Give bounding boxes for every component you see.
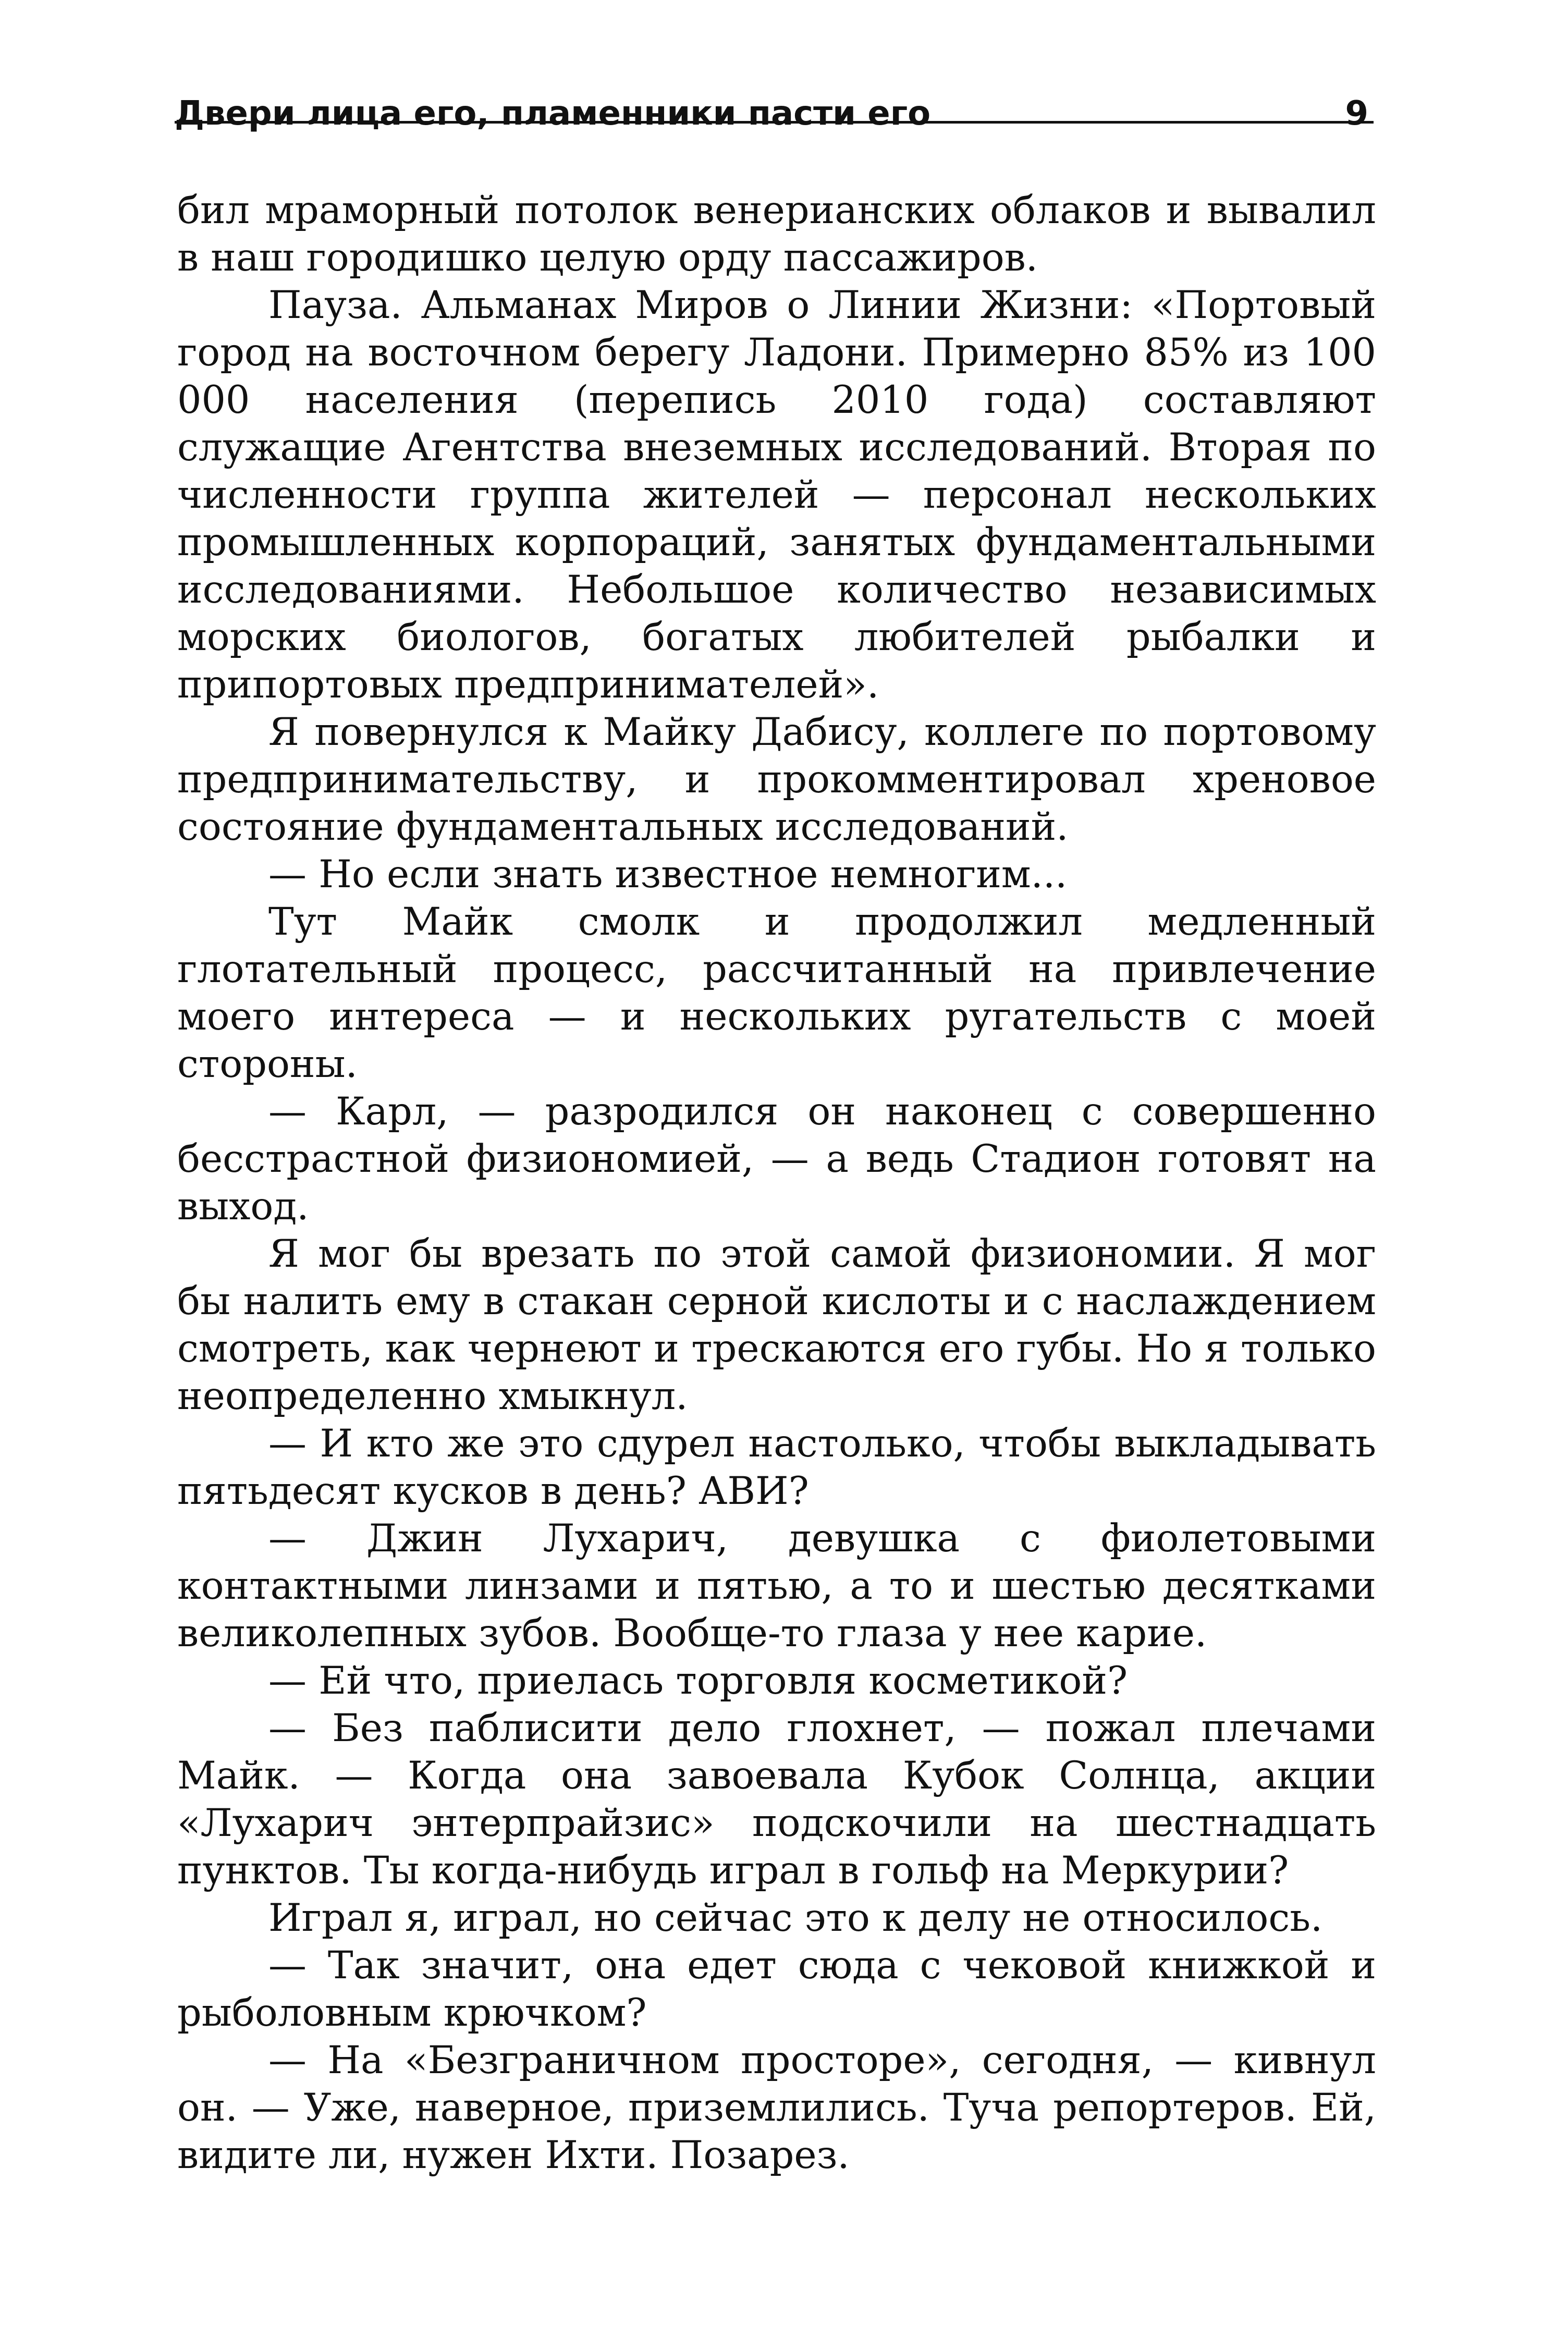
page-number: 9 bbox=[1345, 94, 1368, 133]
header-rule bbox=[175, 121, 1374, 124]
paragraph-1: бил мраморный потолок венерианских облаков и вывалил в наш городишко целую орду пассажиров. bbox=[177, 188, 1376, 280]
paragraph-14: — На «Безграничном просторе», сегодня, — кивнул он. — Уже, наверное, приземлились. Туча репортеров. Ей, видите ли, нужен Ихти. Позарез. bbox=[177, 2038, 1376, 2177]
paragraph-5: Тут Майк смолк и продолжил медленный глотательный процесс, рассчитанный на привлечение моего интереса — и нескольких ругательств с моей стороны. bbox=[177, 900, 1376, 1086]
running-head bbox=[175, 57, 1374, 133]
paragraph-12: Играл я, играл, но сейчас это к делу не относилось. bbox=[268, 1896, 1323, 1940]
paragraph-9: — Джин Лухарич, девушка с фиолетовыми контактными линзами и пятью, а то и шестью десятками великолепных зубов. Вообще-то глаза у нее карие. bbox=[177, 1516, 1376, 1656]
running-title: Двери лица его, пламенники пасти его bbox=[175, 94, 931, 133]
paragraph-3: Я повернулся к Майку Дабису, коллеге по портовому предпринимательству, и прокомментировал хреновое состояние фундаментальных исследований. bbox=[177, 710, 1376, 849]
paragraph-6: — Карл, — разродился он наконец с совершенно бесстрастной физиономией, — а ведь Стадион готовят на выход. bbox=[177, 1089, 1376, 1229]
paragraph-2: Пауза. Альманах Миров о Линии Жизни: «Портовый город на восточном берегу Ладони. Примерно 85% из 100 000 населения (перепись 2010 года) составляют служащие Агентства внеземных исследований. Вторая по численности группа жителей — персонал нескольких промышленных корпораций, занятых фундаментальными исследованиями. Небольшое количество независимых морских биологов, богатых любителей рыбалки и припортовых предпринимателей». bbox=[177, 283, 1376, 707]
paragraph-10: — Ей что, приелась торговля косметикой? bbox=[268, 1659, 1128, 1703]
paragraph-13: — Так значит, она едет сюда с чековой книжкой и рыболовным крючком? bbox=[177, 1943, 1376, 2035]
body-text bbox=[177, 187, 1376, 2179]
paragraph-7: Я мог бы врезать по этой самой физиономии. Я мог бы налить ему в стакан серной кислоты и с наслаждением смотреть, как чернеют и трескаются его губы. Но я только неопределенно хмыкнул. bbox=[177, 1232, 1376, 1418]
paragraph-4: — Но если знать известное немногим... bbox=[268, 852, 1068, 897]
paragraph-11: — Без паблисити дело глохнет, — пожал плечами Майк. — Когда она завоевала Кубок Солнца, акции «Лухарич энтерпрайзис» подскочили на шестнадцать пунктов. Ты когда-нибудь играл в гольф на Меркурии? bbox=[177, 1706, 1376, 1893]
paragraph-8: — И кто же это сдурел настолько, чтобы выкладывать пятьдесят кусков в день? АВИ? bbox=[177, 1422, 1376, 1513]
